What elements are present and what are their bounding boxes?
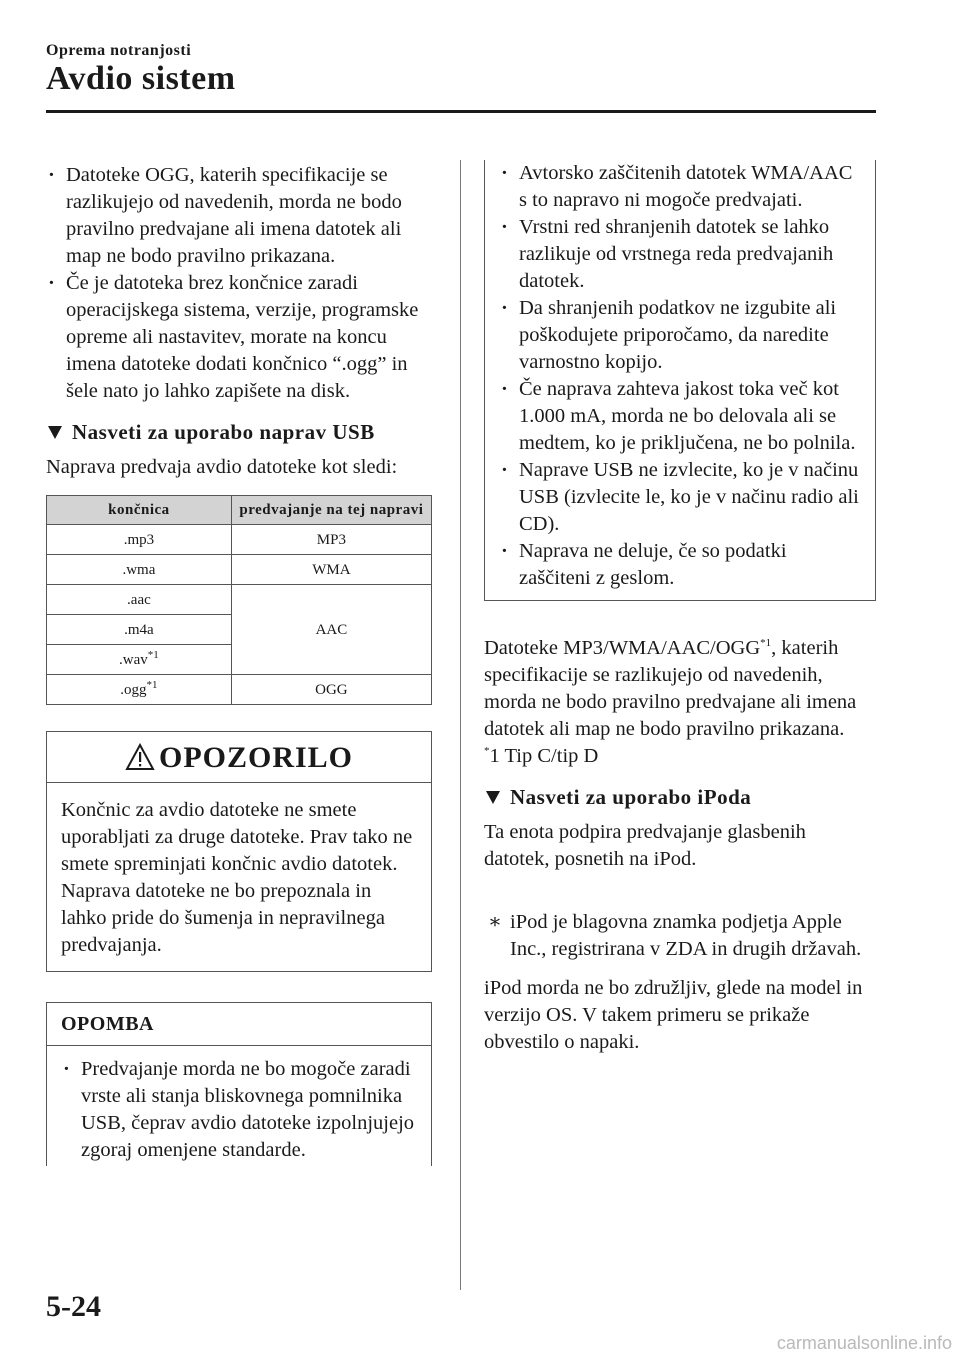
- bullet-item: · Vrstni red shranjenih datotek se lahko razlikuje od vrstnega reda predvajanih datotek.: [499, 214, 861, 295]
- ext-text: .wav: [119, 651, 148, 668]
- page-title: Avdio sistem: [46, 60, 236, 97]
- spec-text-a: Datoteke MP3/WMA/AAC/OGG: [484, 637, 761, 659]
- footnote-mark: *: [484, 745, 490, 758]
- title-rule: [46, 110, 876, 113]
- bullet-item: · Če je datoteka brez končnice zaradi operacijskega sistema, verzije, programske opreme ali nastavitev, morate na koncu imena datoteke dodati končnico “.ogg” in šele nato jo lahko zapišete na disk.: [46, 270, 432, 405]
- table-cell: OGG: [231, 675, 431, 705]
- right-column: [484, 162, 876, 1056]
- footnote-text: 1 Tip C/tip D: [489, 745, 599, 767]
- ipod-heading: [484, 784, 876, 811]
- table-cell: .wma: [47, 555, 232, 585]
- table-cell: AAC: [231, 585, 431, 675]
- table-cell: .mp3: [47, 525, 232, 555]
- warning-text: Končnic za avdio datoteke ne smete uporabljati za druge datoteke. Prav tako ne smete spreminjati končnic avdio datotek. Naprava datoteke ne bo prepoznala in lahko pride do šumenja in nepravilnega predvajanja.: [61, 799, 413, 956]
- warning-header: [47, 732, 431, 783]
- table-cell: [47, 645, 232, 675]
- ipod-text: Ta enota podpira predvajanje glasbenih datotek, posnetih na iPod.: [484, 821, 806, 870]
- footnote: [484, 743, 876, 770]
- table-row: [47, 675, 432, 705]
- table-cell: MP3: [231, 525, 431, 555]
- usb-heading: [46, 419, 432, 446]
- table-cell: .m4a: [47, 615, 232, 645]
- table-header-cell: končnica: [47, 496, 232, 525]
- bullet-item: · Avtorsko zaščitenih datotek WMA/AAC s to napravo ni mogoče predvajati.: [499, 160, 861, 214]
- bullet-item: · Če naprava zahteva jakost toka več kot 1.000 mA, morda ne bo delovala ali se medtem, ko je priključena, ne bo polnila.: [499, 376, 861, 457]
- watermark: carmanualsonline.info: [776, 1333, 952, 1353]
- warning-triangle-icon: [125, 743, 155, 771]
- note-box: [46, 1002, 432, 1166]
- table-cell: WMA: [231, 555, 431, 585]
- column-divider: [460, 160, 461, 1290]
- footnote-sup: *1: [146, 678, 158, 691]
- notes-continued-box: [484, 160, 876, 601]
- page-number: 5-24: [46, 1290, 101, 1323]
- table-row: [47, 525, 432, 555]
- extension-table: [46, 495, 432, 705]
- bullet-item: · Da shranjenih podatkov ne izgubite ali poškodujete priporočamo, da naredite varnostno kopijo.: [499, 295, 861, 376]
- section-label: Oprema notranjosti: [46, 42, 192, 59]
- table-row: [47, 555, 432, 585]
- footnote-sup: *1: [147, 648, 159, 661]
- trademark-note: [484, 909, 876, 963]
- table-row: [47, 585, 432, 615]
- bullet-item: · Naprave USB ne izvlecite, ko je v načinu USB (izvlecite le, ko je v načinu radio ali CD).: [499, 457, 861, 538]
- table-cell: .aac: [47, 585, 232, 615]
- spec-paragraph: [484, 635, 876, 743]
- bullet-item: · Naprava ne deluje, če so podatki zaščiteni z geslom.: [499, 538, 861, 592]
- note-body: [47, 1046, 431, 1166]
- warning-title: OPOZORILO: [158, 740, 354, 774]
- note-title: OPOMBA: [47, 1003, 431, 1046]
- usb-intro: Naprava predvaja avdio datoteke kot sledi:: [46, 456, 398, 478]
- note-bullet: · Predvajanje morda ne bo mogoče zaradi vrste ali stanja bliskovnega pomnilnika USB, čeprav avdio datoteke izpolnjujejo zgoraj omenjene standarde.: [61, 1056, 417, 1164]
- ext-text: .ogg: [120, 681, 147, 698]
- table-cell: [47, 675, 232, 705]
- footnote-sup: *1: [760, 637, 772, 650]
- triangle-marker-icon: [486, 791, 500, 804]
- bullet-item: · Datoteke OGG, katerih specifikacije se razlikujejo od navedenih, morda ne bodo pravilno predvajane ali imena datotek ali map ne bodo pravilno prikazana.: [46, 162, 432, 270]
- asterisk-icon: ∗: [488, 911, 502, 933]
- trademark-text: iPod je blagovna znamka podjetja Apple Inc., registrirana v ZDA in drugih državah.: [510, 911, 862, 960]
- ipod-heading-text: Nasveti za uporabo iPoda: [510, 785, 752, 809]
- table-header-cell: predvajanje na tej napravi: [231, 496, 431, 525]
- left-column: [46, 162, 432, 1166]
- warning-box: [46, 731, 432, 972]
- ipod-compat-text: iPod morda ne bo združljiv, glede na model in verzijo OS. V takem primeru se prikaže obvestilo o napaki.: [484, 977, 863, 1053]
- usb-heading-text: Nasveti za uporabo naprav USB: [72, 420, 375, 444]
- triangle-marker-icon: [48, 426, 62, 439]
- spec-text-b: , katerih specifikacije se razlikujejo od navedenih, morda ne bodo pravilno predvajane ali imena datotek ali map ne bodo pravilno prikazana.: [484, 637, 857, 740]
- table-header-row: [47, 496, 432, 525]
